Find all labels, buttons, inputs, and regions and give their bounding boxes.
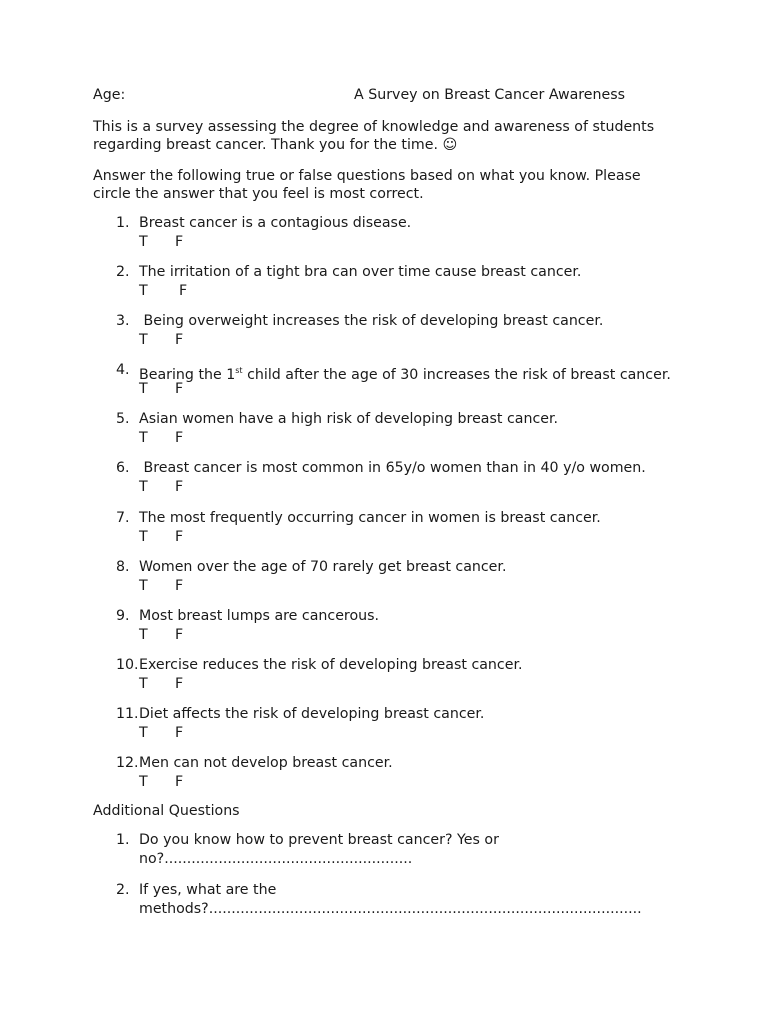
question-item bbox=[0, 410, 768, 459]
question-number: 6. bbox=[116, 460, 130, 477]
false-option[interactable]: F bbox=[179, 283, 188, 300]
intro-line-1: This is a survey assessing the degree of knowledge and awareness of students bbox=[93, 119, 655, 135]
true-option[interactable]: T bbox=[139, 479, 148, 496]
question-text: Exercise reduces the risk of developing breast cancer. bbox=[139, 656, 523, 673]
ordinal-superscript: st bbox=[235, 366, 243, 376]
false-option[interactable]: F bbox=[175, 234, 184, 250]
question-text: The most frequently occurring cancer in women is breast cancer. bbox=[139, 509, 601, 526]
question-number: 1. bbox=[116, 832, 130, 848]
question-text: Asian women have a high risk of developing breast cancer. bbox=[139, 411, 559, 428]
question-list bbox=[0, 214, 768, 803]
intro-line-2: regarding breast cancer. Thank you for the time. ☺ bbox=[93, 137, 458, 153]
true-option[interactable]: T bbox=[139, 283, 148, 300]
additional-question-item bbox=[0, 831, 768, 881]
question-text: Women over the age of 70 rarely get breast cancer. bbox=[139, 558, 507, 575]
question-number: 11. bbox=[116, 705, 139, 722]
question-item bbox=[0, 361, 768, 410]
question-item bbox=[0, 509, 768, 558]
true-option[interactable]: T bbox=[139, 381, 148, 398]
true-option[interactable]: T bbox=[139, 430, 148, 447]
question-text: Most breast lumps are cancerous. bbox=[139, 607, 380, 624]
question-item bbox=[0, 705, 768, 754]
question-text: The irritation of a tight bra can over time cause breast cancer. bbox=[139, 264, 582, 281]
question-text bbox=[139, 361, 671, 385]
question-text: Do you know how to prevent breast cancer? Yes or bbox=[139, 832, 499, 848]
instructions-line-1: Answer the following true or false questions based on what you know. Please bbox=[93, 168, 641, 184]
answer-blank[interactable]: methods?................................................................................................ bbox=[139, 900, 642, 917]
question-item bbox=[0, 754, 768, 803]
question-number: 1. bbox=[116, 215, 130, 231]
true-option[interactable]: T bbox=[139, 675, 148, 692]
question-text: Being overweight increases the risk of developing breast cancer. bbox=[139, 313, 604, 330]
false-option[interactable]: F bbox=[175, 724, 184, 741]
false-option[interactable]: F bbox=[175, 479, 184, 496]
question-number: 12. bbox=[116, 755, 139, 772]
answer-blank[interactable]: no?....................................................... bbox=[139, 851, 413, 867]
question-number: 10. bbox=[116, 656, 139, 673]
true-option[interactable]: T bbox=[139, 528, 148, 545]
true-option[interactable]: T bbox=[139, 626, 148, 643]
question-number: 7. bbox=[116, 509, 130, 526]
question-text: Breast cancer is a contagious disease. bbox=[139, 215, 412, 231]
false-option[interactable]: F bbox=[175, 430, 184, 447]
false-option[interactable]: F bbox=[175, 626, 184, 643]
false-option[interactable]: F bbox=[175, 774, 184, 791]
true-option[interactable]: T bbox=[139, 332, 148, 349]
additional-questions-heading: Additional Questions bbox=[93, 803, 240, 819]
question-number: 5. bbox=[116, 411, 130, 428]
question-text: If yes, what are the bbox=[139, 881, 277, 898]
question-text: Breast cancer is most common in 65y/o women than in 40 y/o women. bbox=[139, 460, 646, 477]
false-option[interactable]: F bbox=[175, 675, 184, 692]
header-row bbox=[93, 87, 693, 107]
question-text-part: child after the age of 30 increases the risk of breast cancer. bbox=[242, 367, 671, 384]
instructions-line-2: circle the answer that you feel is most correct. bbox=[93, 186, 424, 202]
additional-question-item bbox=[0, 881, 768, 931]
age-label: Age: bbox=[93, 87, 126, 103]
question-item bbox=[0, 558, 768, 607]
question-text-part: Bearing the 1 bbox=[139, 367, 236, 384]
false-option[interactable]: F bbox=[175, 381, 184, 398]
question-text: Men can not develop breast cancer. bbox=[139, 755, 393, 772]
question-item bbox=[0, 459, 768, 508]
question-number: 4. bbox=[116, 362, 130, 379]
false-option[interactable]: F bbox=[175, 332, 184, 349]
true-option[interactable]: T bbox=[139, 774, 148, 791]
false-option[interactable]: F bbox=[175, 528, 184, 545]
question-item bbox=[0, 214, 768, 263]
page-title: A Survey on Breast Cancer Awareness bbox=[354, 87, 626, 103]
question-item bbox=[0, 607, 768, 656]
question-number: 3. bbox=[116, 313, 130, 330]
question-number: 8. bbox=[116, 558, 130, 575]
intro-paragraph bbox=[93, 118, 693, 154]
false-option[interactable]: F bbox=[175, 577, 184, 594]
true-option[interactable]: T bbox=[139, 577, 148, 594]
question-item bbox=[0, 263, 768, 312]
question-item bbox=[0, 312, 768, 361]
true-option[interactable]: T bbox=[139, 724, 148, 741]
question-text: Diet affects the risk of developing breast cancer. bbox=[139, 705, 485, 722]
question-number: 9. bbox=[116, 607, 130, 624]
question-number: 2. bbox=[116, 881, 130, 898]
additional-question-list bbox=[0, 831, 768, 930]
question-item bbox=[0, 656, 768, 705]
question-number: 2. bbox=[116, 264, 130, 281]
instructions-paragraph bbox=[93, 167, 693, 203]
true-option[interactable]: T bbox=[139, 234, 148, 250]
